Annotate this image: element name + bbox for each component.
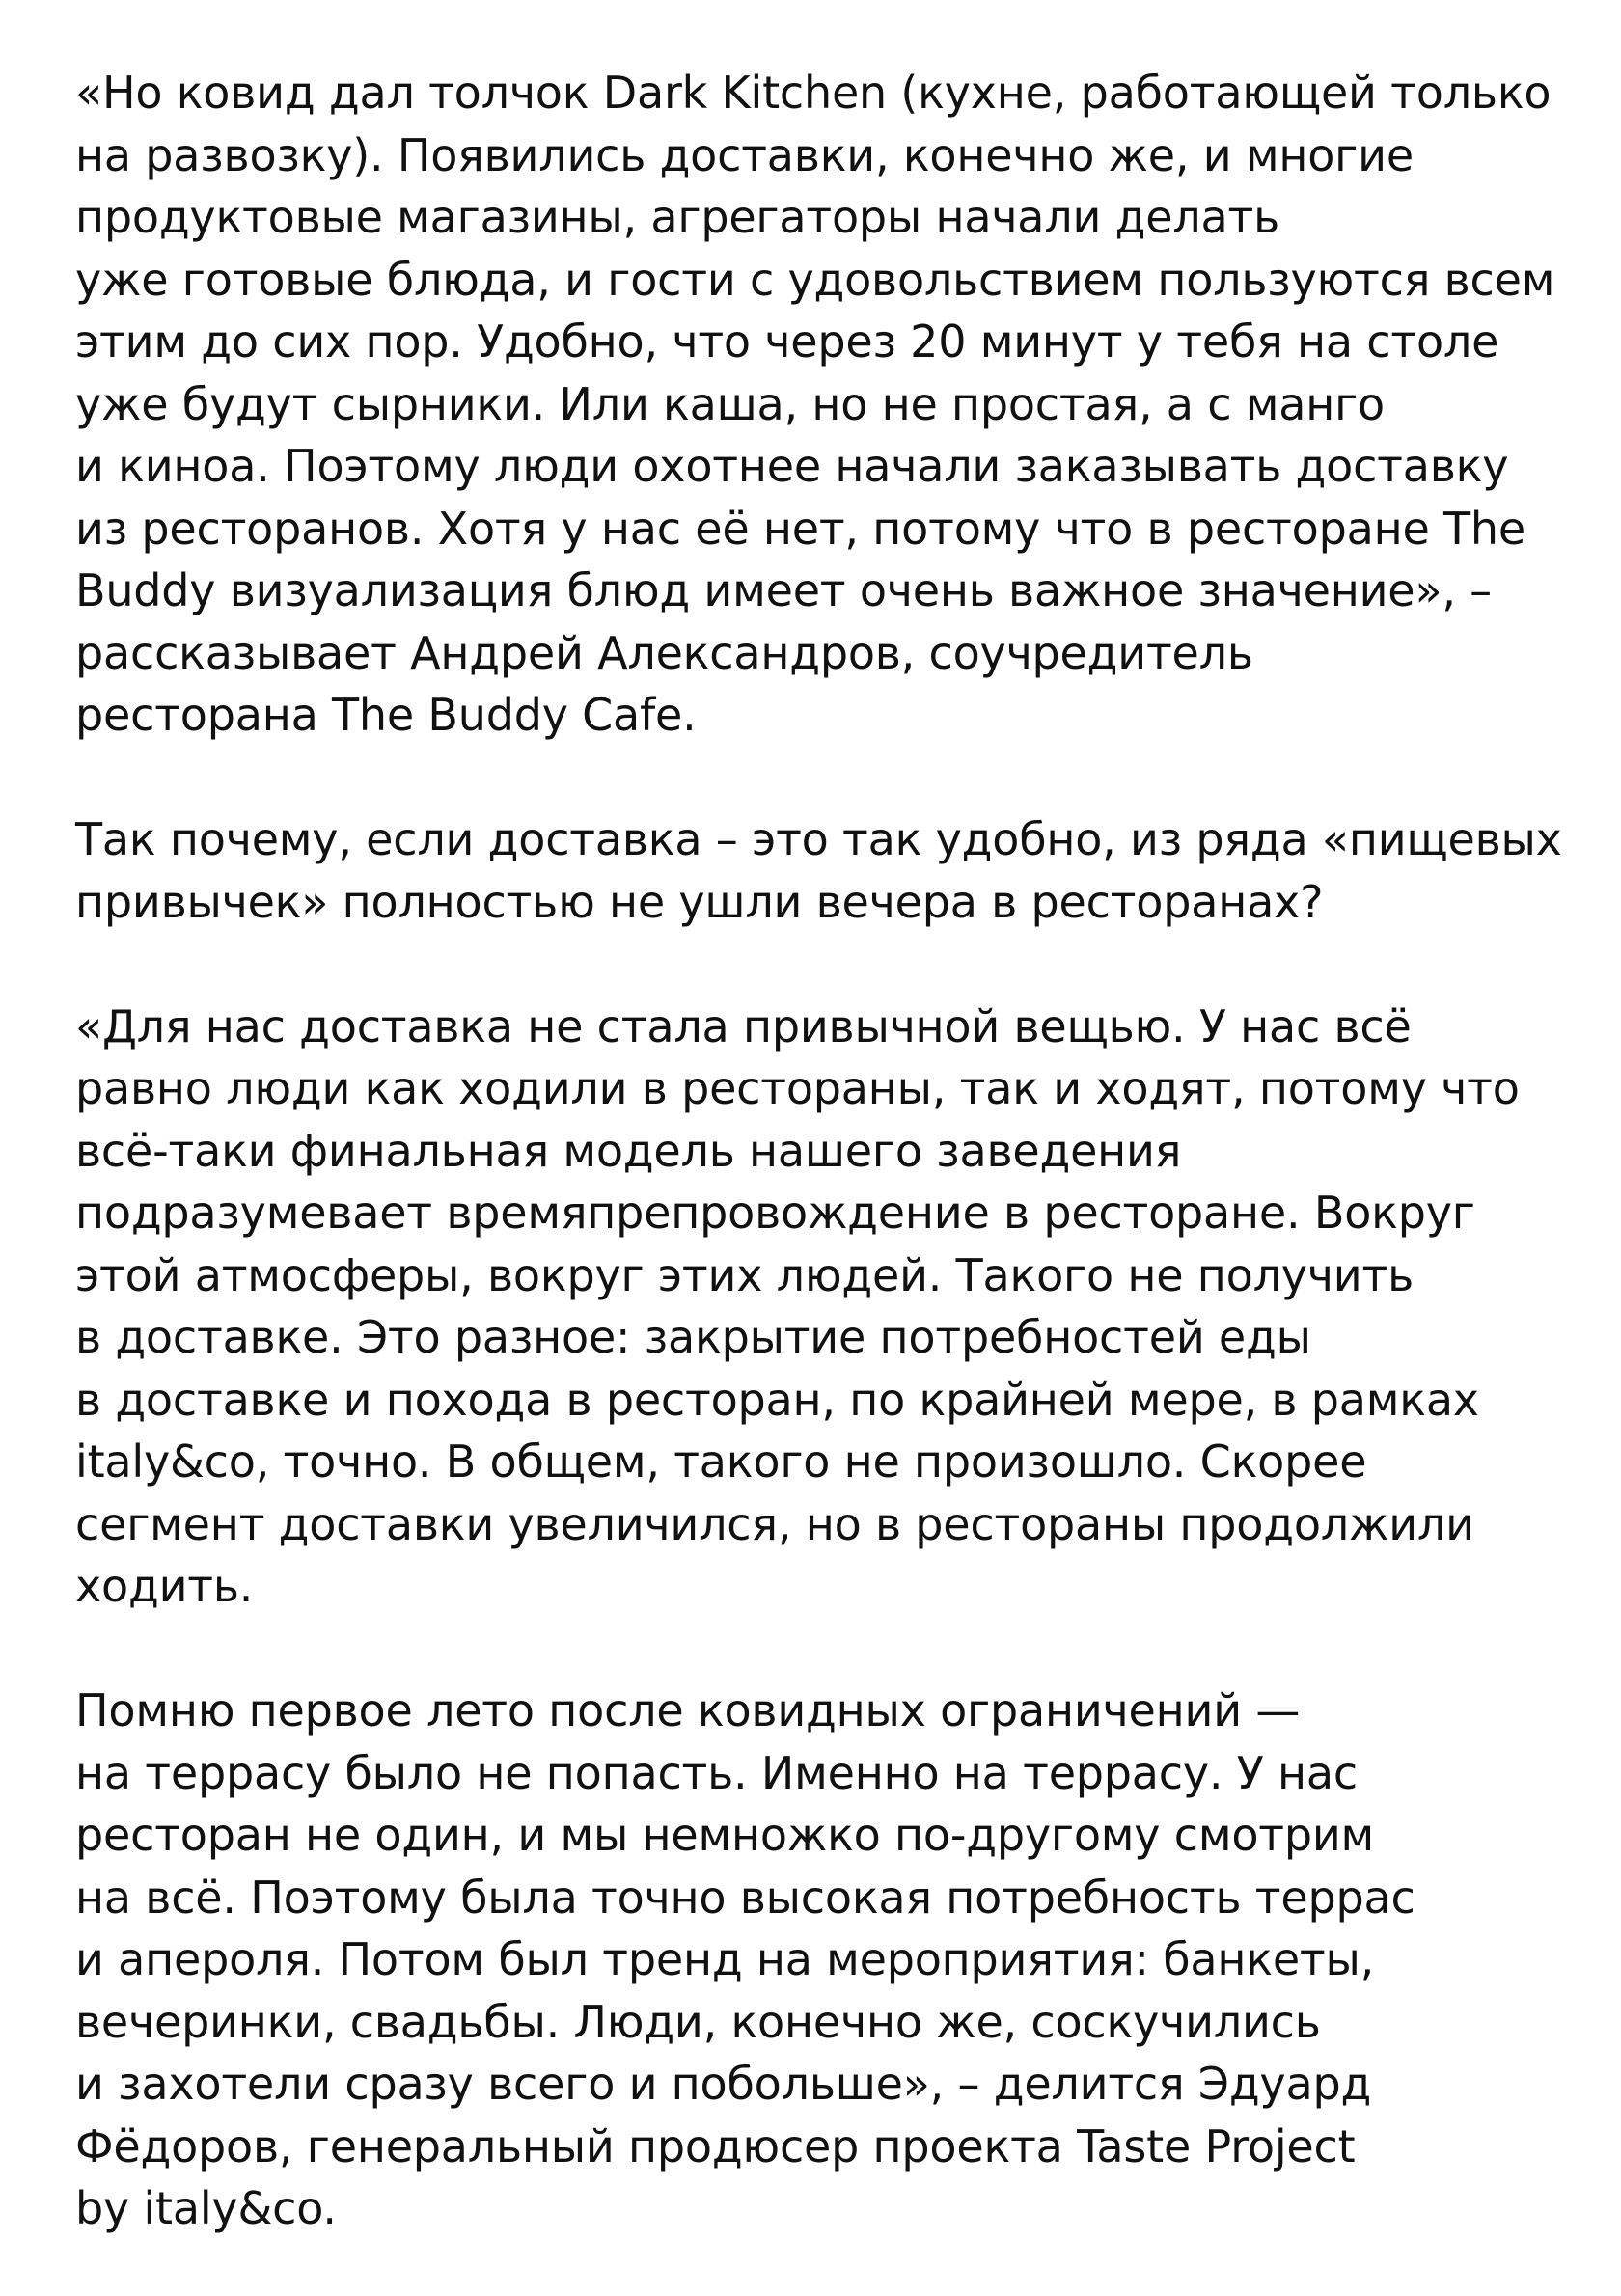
text-line: на террасу было не попасть. Именно на террасу. У нас bbox=[75, 1746, 1358, 1799]
paragraph-gap bbox=[75, 933, 1580, 996]
text-line: всё-таки финальная модель нашего заведения bbox=[75, 1124, 1182, 1177]
text-line: из ресторанов. Хотя у нас её нет, потому что в ресторане The bbox=[75, 502, 1525, 555]
text-line: Фёдоров, генеральный продюсер проекта Taste Project bbox=[75, 2119, 1356, 2173]
text-line: Так почему, если доставка – это так удобно, из ряда «пищевых bbox=[75, 813, 1562, 865]
text-line: этим до сих пор. Удобно, что через 20 минут у тебя на столе bbox=[75, 315, 1499, 368]
paragraph-terrace-quote bbox=[75, 1680, 1580, 2240]
text-line: подразумевает времяпрепровождение в ресторане. Вокруг bbox=[75, 1187, 1475, 1239]
text-line: равно люди как ходили в рестораны, так и ходят, потому что bbox=[75, 1062, 1520, 1114]
text-line: ресторан не один, и мы немножко по-другому смотрим bbox=[75, 1809, 1375, 1861]
text-line: Buddy визуализация блюд имеет очень важное значение», – bbox=[75, 564, 1492, 616]
text-line: и киноа. Поэтому люди охотнее начали заказывать доставку bbox=[75, 440, 1509, 492]
text-line: ходить. bbox=[75, 1560, 254, 1612]
paragraph-gap bbox=[75, 747, 1580, 809]
text-line: в доставке. Это разное: закрытие потребностей еды bbox=[75, 1311, 1311, 1363]
text-line: Помню первое лето после ковидных ограничений — bbox=[75, 1684, 1301, 1736]
text-line: на всё. Поэтому была точно высокая потребность террас bbox=[75, 1871, 1415, 1924]
text-line: italy&co, точно. В общем, такого не произошло. Скорее bbox=[75, 1435, 1367, 1488]
paragraph-gap bbox=[75, 1618, 1580, 1681]
article-body bbox=[75, 62, 1580, 2240]
text-line: by italy&co. bbox=[75, 2182, 337, 2234]
paragraph-restaurant-quote bbox=[75, 996, 1580, 1618]
text-line: привычек» полностью не ушли вечера в ресторанах? bbox=[75, 875, 1324, 928]
text-line: вечеринки, свадьбы. Люди, конечно же, соскучились bbox=[75, 1995, 1321, 2048]
text-line: на развозку). Появились доставки, конечно же, и многие bbox=[75, 128, 1414, 181]
text-line: «Но ковид дал толчок Dark Kitchen (кухне, работающей только bbox=[75, 67, 1552, 119]
text-line: ресторана The Buddy Cafe. bbox=[75, 689, 697, 741]
text-line: и апероля. Потом был тренд на мероприятия: банкеты, bbox=[75, 1933, 1375, 1985]
text-line: уже готовые блюда, и гости с удовольствием пользуются всем bbox=[75, 253, 1555, 306]
text-line: сегмент доставки увеличился, но в рестораны продолжили bbox=[75, 1497, 1474, 1550]
text-line: уже будут сырники. Или каша, но не простая, а с манго bbox=[75, 377, 1386, 430]
paragraph-delivery-quote bbox=[75, 62, 1580, 747]
text-line: этой атмосферы, вокруг этих людей. Такого не получить bbox=[75, 1248, 1414, 1301]
text-line: «Для нас доставка не стала привычной вещью. У нас всё bbox=[75, 999, 1412, 1052]
paragraph-question bbox=[75, 808, 1580, 933]
text-line: и захотели сразу всего и побольше», – делится Эдуард bbox=[75, 2058, 1372, 2110]
text-line: рассказывает Андрей Александров, соучредитель bbox=[75, 626, 1253, 679]
text-line: в доставке и похода в ресторан, по крайней мере, в рамках bbox=[75, 1373, 1479, 1426]
text-line: продуктовые магазины, агрегаторы начали делать bbox=[75, 191, 1280, 243]
